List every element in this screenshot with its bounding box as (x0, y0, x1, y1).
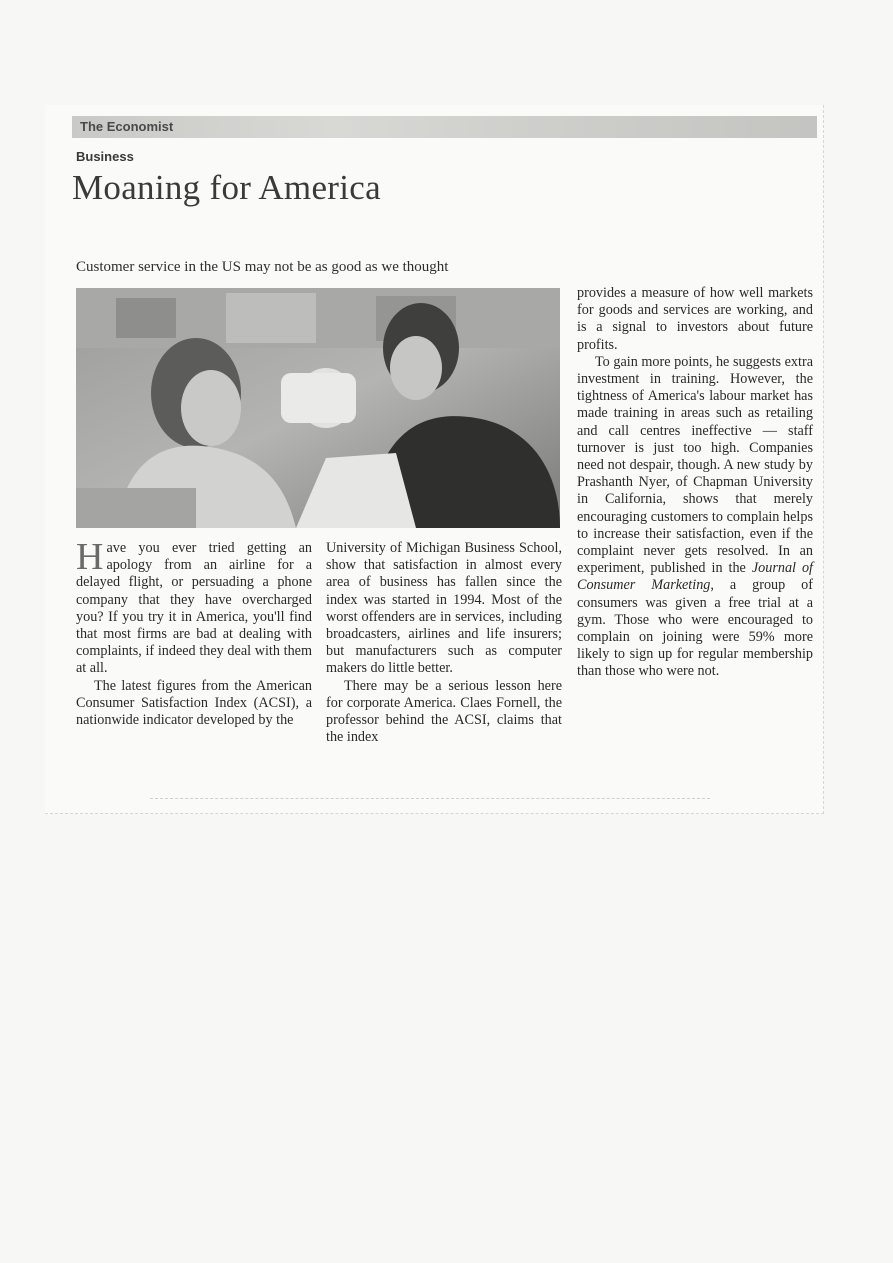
body-column-2 (326, 540, 562, 746)
drop-cap: H (76, 536, 104, 578)
paragraph-4-text: To gain more points, he suggests extra investment in training. However, the tightness of America's labour market has made training in areas such as retailing and call centres ineffective — staff turnover is just too high. Companies need not despair, though. A new study by Prashanth Nyer, of Chapman University in California, shows that merely encouraging customers to complain helps to increase their satisfaction, even if the complaint never gets resolved. In an experiment, published in the (577, 353, 813, 577)
section-label: Business (76, 149, 134, 164)
body-column-1 (76, 536, 312, 729)
paragraph-3-continued: provides a measure of how well markets for goods and services are working, and is a signal to investors about future profits. (577, 285, 813, 353)
paragraph-1 (76, 536, 312, 678)
body-column-3 (577, 285, 813, 681)
photo-customer-service-desk-icon (76, 288, 560, 528)
article-photo (76, 288, 560, 528)
paragraph-2-continued: University of Michigan Business School, show that satisfaction in almost every area of business has fallen since the index was started in 1994. Most of the worst offenders are in services, including broadcasters, airlines and life insurers; but manufacturers such as computer makers do little better. (326, 540, 562, 677)
clipping-edge (150, 798, 710, 799)
paragraph-1-text: ave you ever tried getting an apology from an airline for a delayed flight, or persuading a phone company that they have overcharged you? If you try it in America, you'll find that most firms are bad at dealing with complaints, if indeed they deal with them at all. (76, 540, 312, 677)
paragraph-2: The latest figures from the American Consumer Satisfaction Index (ACSI), a nationwide indicator developed by the (76, 677, 312, 729)
publication-band (72, 116, 817, 138)
paragraph-4-end: , a group of consumers was given a free trial at a gym. Those who were encouraged to complain on joining were 59% more likely to sign up for regular membership than those who were not. (577, 577, 814, 680)
paragraph-4 (577, 354, 813, 681)
paragraph-3: There may be a serious lesson here for corporate America. Claes Fornell, the professor behind the ACSI, claims that the index (326, 677, 562, 746)
journal-title: Journal of Consumer Marketing (577, 560, 813, 594)
publication-name: The Economist (80, 119, 174, 134)
headline: Moaning for America (72, 168, 381, 207)
standfirst: Customer service in the US may not be as good as we thought (76, 259, 449, 275)
